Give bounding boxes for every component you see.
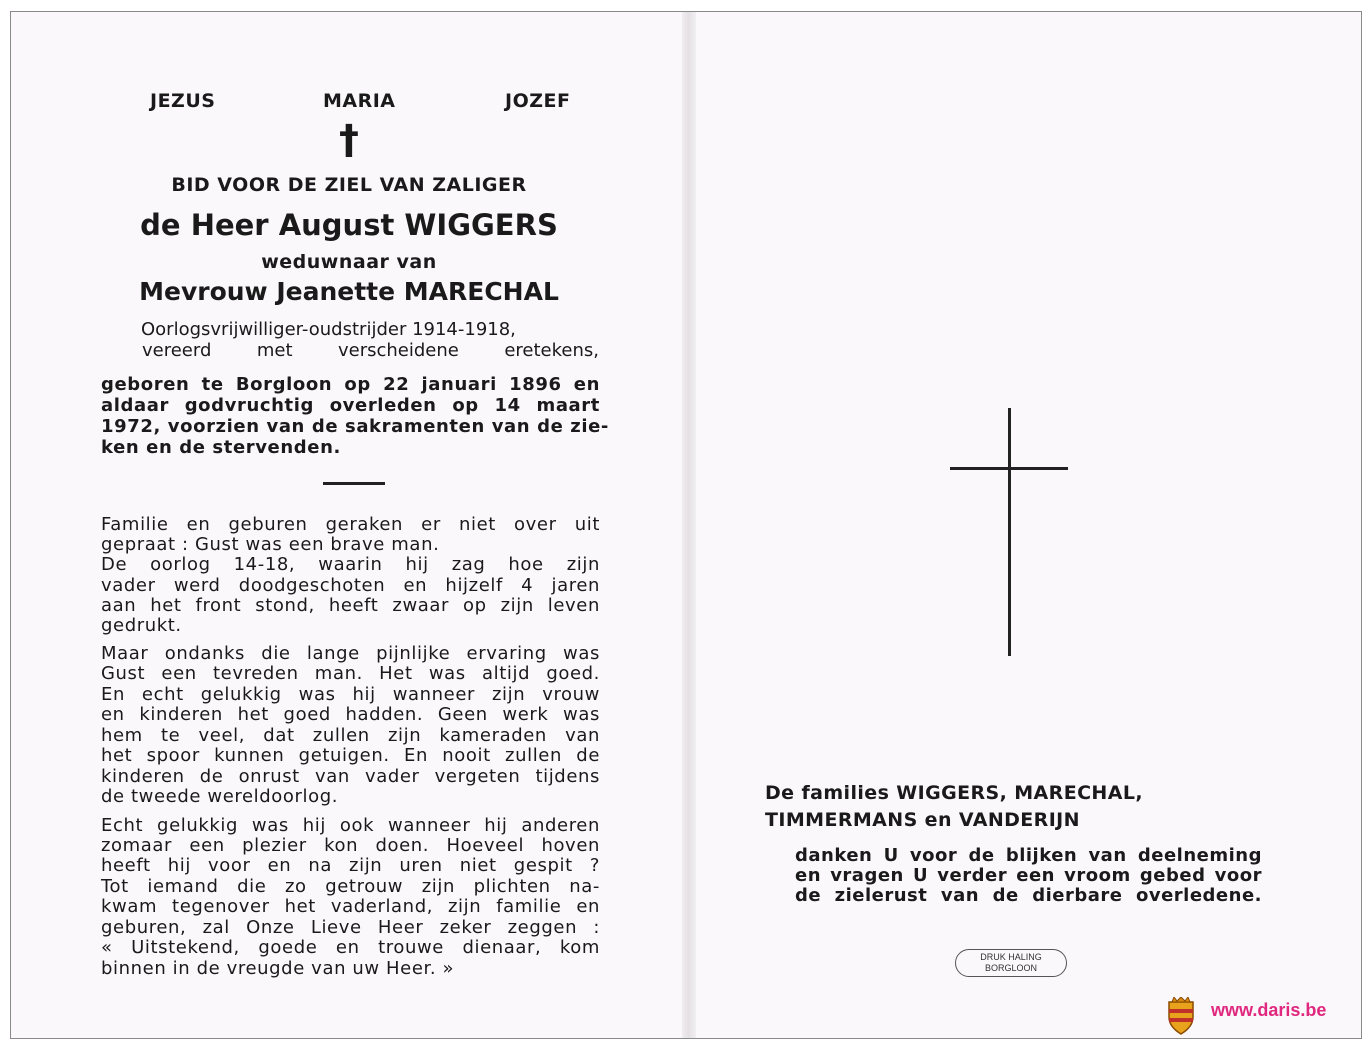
- paragraph2-line-8: de tweede wereldoorlog.: [101, 786, 339, 807]
- families-line-1: De families WIGGERS, MARECHAL,: [765, 782, 1143, 804]
- relation-line: weduwnaar van: [261, 251, 437, 273]
- separator-dash: [323, 482, 385, 485]
- header-maria: MARIA: [323, 90, 396, 112]
- paragraph1-line-3: De oorlog 14-18, waarin hij zag hoe zijn: [101, 554, 600, 575]
- birth-death-line-1: geboren te Borgloon op 22 januari 1896 en: [101, 374, 600, 395]
- paragraph3-line-1: Echt gelukkig was hij ook wanneer hij anderen: [101, 815, 600, 836]
- paragraph2-line-5: hem te veel, dat zullen zijn kameraden van: [101, 725, 600, 746]
- paragraph3-line-3: heeft hij voor en na zijn uren niet gespit ?: [101, 855, 600, 876]
- birth-death-line-2: aldaar godvruchtig overleden op 14 maart: [101, 395, 600, 416]
- paragraph3-line-5: kwam tegenover het vaderland, zijn familie en: [101, 896, 600, 917]
- birth-death-line-4: ken en de stervenden.: [101, 437, 341, 458]
- paragraph3-line-4: Tot iemand die zo getrouw zijn plichten na-: [101, 876, 600, 897]
- paragraph2-line-7: kinderen de onrust van vader vergeten tijdens: [101, 766, 600, 787]
- prayer-line: BID VOOR DE ZIEL VAN ZALIGER: [171, 174, 527, 196]
- paragraph1-line-6: gedrukt.: [101, 615, 182, 636]
- birth-death-line-3: 1972, voorzien van de sakramenten van de zie-: [101, 416, 609, 437]
- printer-name: DRUK HALING: [980, 952, 1042, 962]
- paragraph2-line-4: en kinderen het goed hadden. Geen werk was: [101, 704, 600, 725]
- cross-symbol: †: [339, 117, 359, 163]
- paragraph2-line-1: Maar ondanks die lange pijnlijke ervaring was: [101, 643, 600, 664]
- paragraph2-line-6: het spoor kunnen getuigen. En nooit zullen de: [101, 745, 600, 766]
- paragraph1-line-2: gepraat : Gust was een brave man.: [101, 534, 440, 555]
- watermark-text[interactable]: www.daris.be: [1211, 1000, 1327, 1020]
- paragraph1-line-5: aan het front stond, heeft zwaar op zijn leven: [101, 595, 600, 616]
- paragraph2-line-3: En echt gelukkig was hij wanneer zijn vrouw: [101, 684, 600, 705]
- paragraph3-line-6: geburen, zal Onze Lieve Heer zeker zeggen :: [101, 917, 600, 938]
- coat-of-arms-icon: [1166, 997, 1196, 1035]
- merit-line-1: Oorlogsvrijwilliger-oudstrijder 1914-1918,: [141, 319, 516, 340]
- header-jezus: JEZUS: [150, 90, 216, 112]
- memorial-card: [10, 11, 1362, 1039]
- cross-horizontal-bar: [950, 467, 1068, 470]
- paragraph1-line-1: Familie en geburen geraken er niet over uit: [101, 514, 600, 535]
- thanks-line-2: en vragen U verder een vroom gebed voor: [795, 865, 1262, 886]
- spouse-name: Mevrouw Jeanette MARECHAL: [139, 277, 559, 306]
- printer-mark: [955, 949, 1067, 977]
- deceased-name: de Heer August WIGGERS: [140, 208, 558, 242]
- printer-town: BORGLOON: [984, 963, 1037, 973]
- paragraph3-line-7: « Uitstekend, goede en trouwe dienaar, kom: [101, 937, 600, 958]
- paragraph1-line-4: vader werd doodgeschoten en hijzelf 4 jaren: [101, 575, 600, 596]
- thanks-line-3: de zielerust van de dierbare overledene.: [795, 885, 1262, 906]
- cross-vertical-bar: [1008, 408, 1011, 656]
- thanks-line-1: danken U voor de blijken van deelneming: [795, 845, 1262, 866]
- card-fold: [682, 12, 696, 1038]
- header-jozef: JOZEF: [505, 90, 571, 112]
- merit-line-2: vereerd met verscheidene eretekens,: [142, 340, 599, 361]
- paragraph2-line-2: Gust een tevreden man. Het was altijd goed.: [101, 663, 600, 684]
- paragraph3-line-8: binnen in de vreugde van uw Heer. »: [101, 958, 455, 979]
- paragraph3-line-2: zomaar een plezier kon doen. Hoeveel hoven: [101, 835, 600, 856]
- families-line-2: TIMMERMANS en VANDERIJN: [765, 809, 1080, 831]
